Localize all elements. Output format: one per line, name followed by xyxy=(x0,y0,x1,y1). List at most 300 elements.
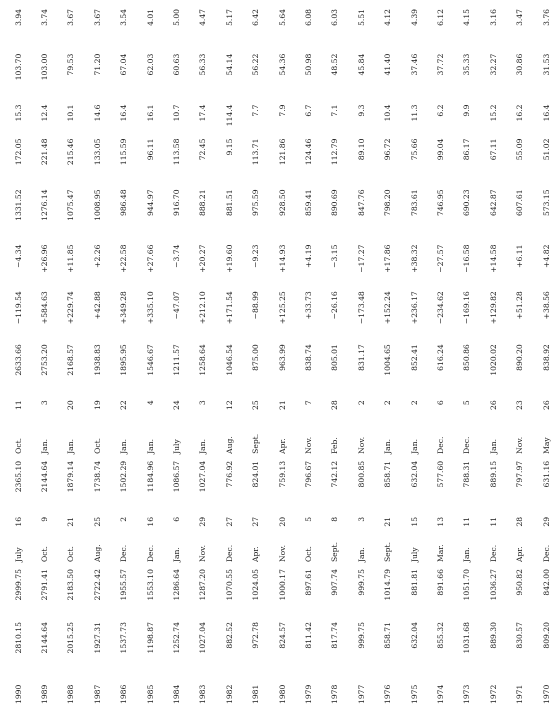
yield-cell: 4.15 xyxy=(462,9,472,26)
value-cell: 824.57 xyxy=(277,622,287,649)
year-cell: 1989 xyxy=(40,684,50,704)
value-cell: 2791.41 xyxy=(40,569,50,601)
year-cell: 1982 xyxy=(224,684,234,704)
value-cell: 817.74 xyxy=(330,622,340,649)
value-cell: 1027.04 xyxy=(198,460,208,493)
value-cell: 1955.57 xyxy=(119,569,129,601)
percent-cell: +14.58 xyxy=(488,244,498,273)
value-cell: 96.72 xyxy=(383,138,393,161)
value-cell: 121.86 xyxy=(277,138,287,166)
ratio-cell: 17.4 xyxy=(198,104,208,122)
value-cell: 891.66 xyxy=(435,569,445,596)
table-row xyxy=(31,8,57,708)
value-cell: 798.20 xyxy=(383,189,393,217)
change-cell: +129.82 xyxy=(488,291,498,325)
month-cell: Dec. xyxy=(462,436,472,454)
year-cell: 1977 xyxy=(356,684,366,704)
value-cell: 32.27 xyxy=(488,53,498,76)
month-cell: Oct. xyxy=(40,546,50,563)
change-cell: +38.56 xyxy=(541,291,551,320)
value-cell: 54.14 xyxy=(224,53,234,76)
yield-cell: 5.17 xyxy=(224,9,234,26)
percent-cell: −4.34 xyxy=(13,244,23,268)
day-cell: 26 xyxy=(541,400,551,410)
percent-cell: −16.58 xyxy=(462,244,472,273)
value-cell: 67.04 xyxy=(119,53,129,76)
change-cell: +584.63 xyxy=(40,291,50,325)
day-cell: 21 xyxy=(66,516,76,527)
year-cell: 1987 xyxy=(92,684,102,704)
value-cell: 1738.74 xyxy=(92,460,102,493)
value-cell: 796.67 xyxy=(303,460,313,488)
ratio-cell: 15.3 xyxy=(13,104,23,122)
day-cell: 21 xyxy=(383,516,393,527)
value-cell: 1895.95 xyxy=(119,344,129,376)
month-cell: Feb. xyxy=(330,437,340,454)
value-cell: 1927.31 xyxy=(92,622,102,654)
year-cell: 1980 xyxy=(277,684,287,704)
percent-cell: −27.57 xyxy=(435,244,445,273)
day-cell: 25 xyxy=(251,400,261,410)
value-cell: 881.81 xyxy=(409,569,419,596)
table-row xyxy=(480,8,506,708)
change-cell: +51.28 xyxy=(515,291,525,320)
table-row xyxy=(190,8,216,708)
day-cell: 24 xyxy=(172,400,182,410)
value-cell: 858.71 xyxy=(383,622,393,649)
value-cell: 1258.64 xyxy=(198,344,208,376)
ratio-cell: 16.2 xyxy=(515,104,525,122)
value-cell: 1014.79 xyxy=(383,569,393,601)
month-cell: Dec. xyxy=(145,544,155,563)
value-cell: 573.15 xyxy=(541,189,551,217)
value-cell: 1553.10 xyxy=(145,569,155,601)
day-cell: 29 xyxy=(541,516,551,527)
ratio-cell: 9.9 xyxy=(462,104,472,117)
value-cell: 99.04 xyxy=(435,138,445,161)
yield-cell: 5.00 xyxy=(172,9,182,26)
value-cell: 805.01 xyxy=(330,344,340,371)
value-cell: 103.00 xyxy=(40,53,50,81)
change-cell: −234.62 xyxy=(435,291,445,325)
change-cell: +236.17 xyxy=(409,291,419,325)
year-cell: 1990 xyxy=(13,684,23,704)
value-cell: 86.17 xyxy=(462,138,472,161)
value-cell: 631.16 xyxy=(541,460,551,488)
value-cell: 888.21 xyxy=(198,189,208,217)
value-cell: 1276.14 xyxy=(40,189,50,221)
year-cell: 1981 xyxy=(251,684,261,704)
value-cell: 124.46 xyxy=(303,138,313,166)
year-cell: 1985 xyxy=(145,684,155,704)
value-cell: 62.03 xyxy=(145,53,155,76)
value-cell: 1184.96 xyxy=(145,460,155,493)
ratio-cell: 10.1 xyxy=(66,104,76,122)
value-cell: 742.12 xyxy=(330,460,340,488)
percent-cell: +26.96 xyxy=(40,244,50,273)
value-cell: 45.84 xyxy=(356,53,366,76)
day-cell: 6 xyxy=(435,400,445,406)
day-cell: 2 xyxy=(356,400,366,406)
change-cell: +335.10 xyxy=(145,291,155,325)
month-cell: July xyxy=(409,547,419,563)
table-row xyxy=(295,8,321,708)
month-cell: Jan. xyxy=(40,438,50,454)
yield-cell: 3.16 xyxy=(488,9,498,26)
value-cell: 1879.14 xyxy=(66,460,76,493)
day-cell: 19 xyxy=(92,400,102,410)
value-cell: 1075.47 xyxy=(66,189,76,221)
value-cell: 944.97 xyxy=(145,189,155,217)
value-cell: 852.41 xyxy=(409,344,419,371)
ratio-cell: 6.7 xyxy=(303,104,313,117)
yield-cell: 6.08 xyxy=(303,9,313,26)
value-cell: 1027.04 xyxy=(198,622,208,654)
value-cell: 60.63 xyxy=(172,53,182,76)
ratio-cell: 6.2 xyxy=(435,104,445,117)
month-cell: Nov. xyxy=(277,545,287,563)
value-cell: 855.32 xyxy=(435,622,445,649)
value-cell: 881.51 xyxy=(224,189,234,217)
table-row xyxy=(58,8,84,708)
percent-cell: +6.11 xyxy=(515,244,525,268)
percent-cell: +20.27 xyxy=(198,244,208,273)
year-cell: 1984 xyxy=(172,684,182,704)
month-cell: Nov. xyxy=(198,545,208,563)
month-cell: Jan. xyxy=(198,438,208,454)
year-cell: 1975 xyxy=(409,684,419,704)
value-cell: 30.86 xyxy=(515,53,525,76)
ratio-cell: 16.4 xyxy=(541,104,551,122)
value-cell: 1252.74 xyxy=(172,622,182,654)
day-cell: 3 xyxy=(356,516,366,522)
percent-cell: +2.26 xyxy=(92,244,102,268)
year-cell: 1970 xyxy=(541,684,551,704)
change-cell: +171.54 xyxy=(224,291,234,325)
change-cell: +349.28 xyxy=(119,291,129,325)
value-cell: 824.01 xyxy=(251,460,261,488)
month-cell: Dec. xyxy=(541,544,551,563)
month-cell: Jan. xyxy=(488,438,498,454)
month-cell: Oct. xyxy=(66,546,76,563)
table-row xyxy=(322,8,348,708)
value-cell: 1000.17 xyxy=(277,569,287,601)
table-row xyxy=(401,8,427,708)
value-cell: 215.46 xyxy=(66,138,76,166)
day-cell: 5 xyxy=(303,516,313,522)
month-cell: Nov. xyxy=(356,436,366,454)
month-cell: Apr. xyxy=(515,546,525,563)
value-cell: 2365.10 xyxy=(13,460,23,493)
table-row xyxy=(84,8,110,708)
yield-cell: 3.47 xyxy=(515,9,525,26)
value-cell: 55.09 xyxy=(515,138,525,161)
day-cell: 4 xyxy=(145,400,155,406)
percent-cell: +17.86 xyxy=(383,244,393,273)
value-cell: 975.59 xyxy=(251,189,261,217)
value-cell: 928.50 xyxy=(277,189,287,217)
month-cell: Apr. xyxy=(251,546,261,563)
percent-cell: +22.58 xyxy=(119,244,129,273)
month-cell: Mar. xyxy=(435,544,445,563)
value-cell: 850.86 xyxy=(462,344,472,371)
change-cell: −119.54 xyxy=(13,291,23,325)
day-cell: 11 xyxy=(13,400,23,410)
yield-cell: 3.74 xyxy=(40,9,50,26)
day-cell: 3 xyxy=(198,400,208,406)
value-cell: 1211.57 xyxy=(172,344,182,376)
year-cell: 1974 xyxy=(435,684,445,704)
value-cell: 2015.25 xyxy=(66,622,76,654)
month-cell: Jan. xyxy=(383,438,393,454)
value-cell: 889.30 xyxy=(488,622,498,649)
value-cell: 577.60 xyxy=(435,460,445,488)
djia-yearly-table xyxy=(5,8,559,708)
value-cell: 2999.75 xyxy=(13,569,23,601)
value-cell: 746.95 xyxy=(435,189,445,217)
value-cell: 897.61 xyxy=(303,569,313,596)
yield-cell: 3.76 xyxy=(541,9,551,26)
day-cell: 9 xyxy=(40,516,50,522)
value-cell: 972.78 xyxy=(251,622,261,649)
value-cell: 759.13 xyxy=(277,460,287,488)
yield-cell: 4.01 xyxy=(145,9,155,26)
value-cell: 79.53 xyxy=(66,53,76,76)
day-cell: 2 xyxy=(409,400,419,406)
table-row xyxy=(506,8,532,708)
value-cell: 875.00 xyxy=(251,344,261,371)
yield-cell: 4.47 xyxy=(198,9,208,26)
month-cell: Jan. xyxy=(119,438,129,454)
day-cell: 28 xyxy=(330,400,340,410)
value-cell: 616.24 xyxy=(435,344,445,371)
value-cell: 2168.57 xyxy=(66,344,76,376)
day-cell: 16 xyxy=(13,516,23,527)
day-cell: 11 xyxy=(462,516,472,527)
percent-cell: −3.74 xyxy=(172,244,182,268)
year-cell: 1986 xyxy=(119,684,129,704)
value-cell: 112.79 xyxy=(330,138,340,166)
yield-cell: 3.67 xyxy=(66,9,76,26)
change-cell: −169.16 xyxy=(462,291,472,325)
month-cell: July xyxy=(13,547,23,563)
value-cell: 221.48 xyxy=(40,138,50,166)
ratio-cell: 7.9 xyxy=(277,104,287,117)
day-cell: 2 xyxy=(119,516,129,522)
percent-cell: −17.27 xyxy=(356,244,366,273)
year-cell: 1988 xyxy=(66,684,76,704)
percent-cell: +27.66 xyxy=(145,244,155,273)
value-cell: 1020.02 xyxy=(488,344,498,376)
value-cell: 1070.55 xyxy=(224,569,234,601)
value-cell: 882.52 xyxy=(224,622,234,649)
ratio-cell: 10.7 xyxy=(172,104,182,122)
day-cell: 28 xyxy=(515,516,525,527)
ratio-cell: 9.3 xyxy=(356,104,366,117)
month-cell: Jan. xyxy=(356,547,366,563)
value-cell: 858.71 xyxy=(383,460,393,488)
day-cell: 23 xyxy=(515,400,525,410)
change-cell: +152.24 xyxy=(383,291,393,325)
yield-cell: 5.51 xyxy=(356,9,366,26)
month-cell: Aug. xyxy=(92,544,102,563)
month-cell: Oct. xyxy=(303,546,313,563)
change-cell: −26.16 xyxy=(330,291,340,320)
ratio-cell: 12.4 xyxy=(40,104,50,122)
value-cell: 809.20 xyxy=(541,622,551,649)
change-cell: +212.10 xyxy=(198,291,208,325)
month-cell: Dec. xyxy=(435,436,445,454)
value-cell: 916.70 xyxy=(172,189,182,217)
month-cell: Nov. xyxy=(515,436,525,454)
value-cell: 2633.66 xyxy=(13,344,23,376)
table-row xyxy=(454,8,480,708)
value-cell: 632.04 xyxy=(409,460,419,488)
value-cell: 115.59 xyxy=(119,138,129,166)
day-cell: 25 xyxy=(92,516,102,527)
ratio-cell: 7.1 xyxy=(330,104,340,117)
month-cell: Jan. xyxy=(145,438,155,454)
day-cell: 27 xyxy=(251,516,261,527)
year-cell: 1978 xyxy=(330,684,340,704)
month-cell: Dec. xyxy=(488,544,498,563)
year-cell: 1973 xyxy=(462,684,472,704)
yield-cell: 6.42 xyxy=(251,9,261,26)
value-cell: 2810.15 xyxy=(13,622,23,654)
value-cell: 37.46 xyxy=(409,53,419,76)
value-cell: 96.11 xyxy=(145,138,155,161)
value-cell: 889.15 xyxy=(488,460,498,488)
month-cell: Oct. xyxy=(92,437,102,454)
ratio-cell: 114.4 xyxy=(224,104,234,127)
value-cell: 838.92 xyxy=(541,344,551,371)
value-cell: 999.75 xyxy=(356,622,366,649)
value-cell: 103.70 xyxy=(13,53,23,81)
change-cell: −47.07 xyxy=(172,291,182,320)
table-row xyxy=(163,8,189,708)
month-cell: Jan. xyxy=(66,438,76,454)
month-cell: Apr. xyxy=(277,438,287,454)
day-cell: 16 xyxy=(145,516,155,527)
value-cell: 800.85 xyxy=(356,460,366,488)
yield-cell: 3.67 xyxy=(92,9,102,26)
value-cell: 1938.83 xyxy=(92,344,102,376)
yield-cell: 6.03 xyxy=(330,9,340,26)
change-cell: +33.73 xyxy=(303,291,313,320)
month-cell: Nov. xyxy=(303,436,313,454)
value-cell: 847.76 xyxy=(356,189,366,217)
table-body xyxy=(5,8,559,708)
value-cell: 986.48 xyxy=(119,189,129,217)
year-cell: 1976 xyxy=(383,684,393,704)
day-cell: 3 xyxy=(40,400,50,406)
yield-cell: 3.94 xyxy=(13,9,23,26)
table-row xyxy=(533,8,559,708)
month-cell: Oct. xyxy=(13,437,23,454)
day-cell: 20 xyxy=(66,400,76,410)
value-cell: 838.74 xyxy=(303,344,313,371)
value-cell: 50.98 xyxy=(303,53,313,76)
value-cell: 607.61 xyxy=(515,189,525,217)
month-cell: Sept. xyxy=(330,542,340,563)
percent-cell: +38.32 xyxy=(409,244,419,273)
change-cell: −173.48 xyxy=(356,291,366,325)
month-cell: July xyxy=(172,439,182,454)
yield-cell: 5.64 xyxy=(277,9,287,26)
value-cell: 1008.95 xyxy=(92,189,102,221)
value-cell: 1036.27 xyxy=(488,569,498,601)
ratio-cell: 14.6 xyxy=(92,104,102,122)
value-cell: 67.11 xyxy=(488,138,498,161)
value-cell: 859.41 xyxy=(303,189,313,217)
value-cell: 783.61 xyxy=(409,189,419,217)
percent-cell: +19.60 xyxy=(224,244,234,273)
value-cell: 41.40 xyxy=(383,53,393,76)
table-row xyxy=(269,8,295,708)
percent-cell: +11.85 xyxy=(66,244,76,273)
month-cell: Sept. xyxy=(251,433,261,454)
value-cell: 2144.64 xyxy=(40,460,50,493)
ratio-cell: 15.2 xyxy=(488,104,498,122)
yield-cell: 3.54 xyxy=(119,9,129,26)
table-row xyxy=(137,8,163,708)
day-cell: 12 xyxy=(224,400,234,410)
value-cell: 1331.52 xyxy=(13,189,23,221)
ratio-cell: 16.1 xyxy=(145,104,155,122)
year-cell: 1983 xyxy=(198,684,208,704)
change-cell: +125.25 xyxy=(277,291,287,325)
value-cell: 831.17 xyxy=(356,344,366,371)
value-cell: 1537.73 xyxy=(119,622,129,654)
value-cell: 632.04 xyxy=(409,622,419,649)
value-cell: 1031.68 xyxy=(462,622,472,654)
value-cell: 1502.29 xyxy=(119,460,129,493)
value-cell: 999.75 xyxy=(356,569,366,596)
value-cell: 890.20 xyxy=(515,344,525,371)
change-cell: +229.74 xyxy=(66,291,76,325)
percent-cell: +14.93 xyxy=(277,244,287,273)
day-cell: 26 xyxy=(488,400,498,410)
value-cell: 1046.54 xyxy=(224,344,234,376)
percent-cell: −9.23 xyxy=(251,244,261,268)
value-cell: 31.53 xyxy=(541,53,551,76)
value-cell: 56.33 xyxy=(198,53,208,76)
value-cell: 37.72 xyxy=(435,53,445,76)
percent-cell: +4.19 xyxy=(303,244,313,268)
month-cell: Aug. xyxy=(224,436,234,454)
value-cell: 89.10 xyxy=(356,138,366,161)
value-cell: 2753.20 xyxy=(40,344,50,376)
table-row xyxy=(5,8,31,708)
day-cell: 7 xyxy=(303,400,313,406)
table-row xyxy=(111,8,137,708)
day-cell: 2 xyxy=(383,400,393,406)
day-cell: 13 xyxy=(435,516,445,527)
ratio-cell: 10.4 xyxy=(383,104,393,122)
value-cell: 1024.05 xyxy=(251,569,261,601)
value-cell: 890.69 xyxy=(330,189,340,217)
value-cell: 788.31 xyxy=(462,460,472,488)
day-cell: 22 xyxy=(119,400,129,410)
value-cell: 1004.65 xyxy=(383,344,393,376)
table-row xyxy=(348,8,374,708)
table-row xyxy=(374,8,400,708)
value-cell: 811.42 xyxy=(303,622,313,649)
table-row xyxy=(427,8,453,708)
month-cell: Dec. xyxy=(119,544,129,563)
value-cell: 1086.57 xyxy=(172,460,182,493)
ratio-cell: 7.7 xyxy=(251,104,261,117)
